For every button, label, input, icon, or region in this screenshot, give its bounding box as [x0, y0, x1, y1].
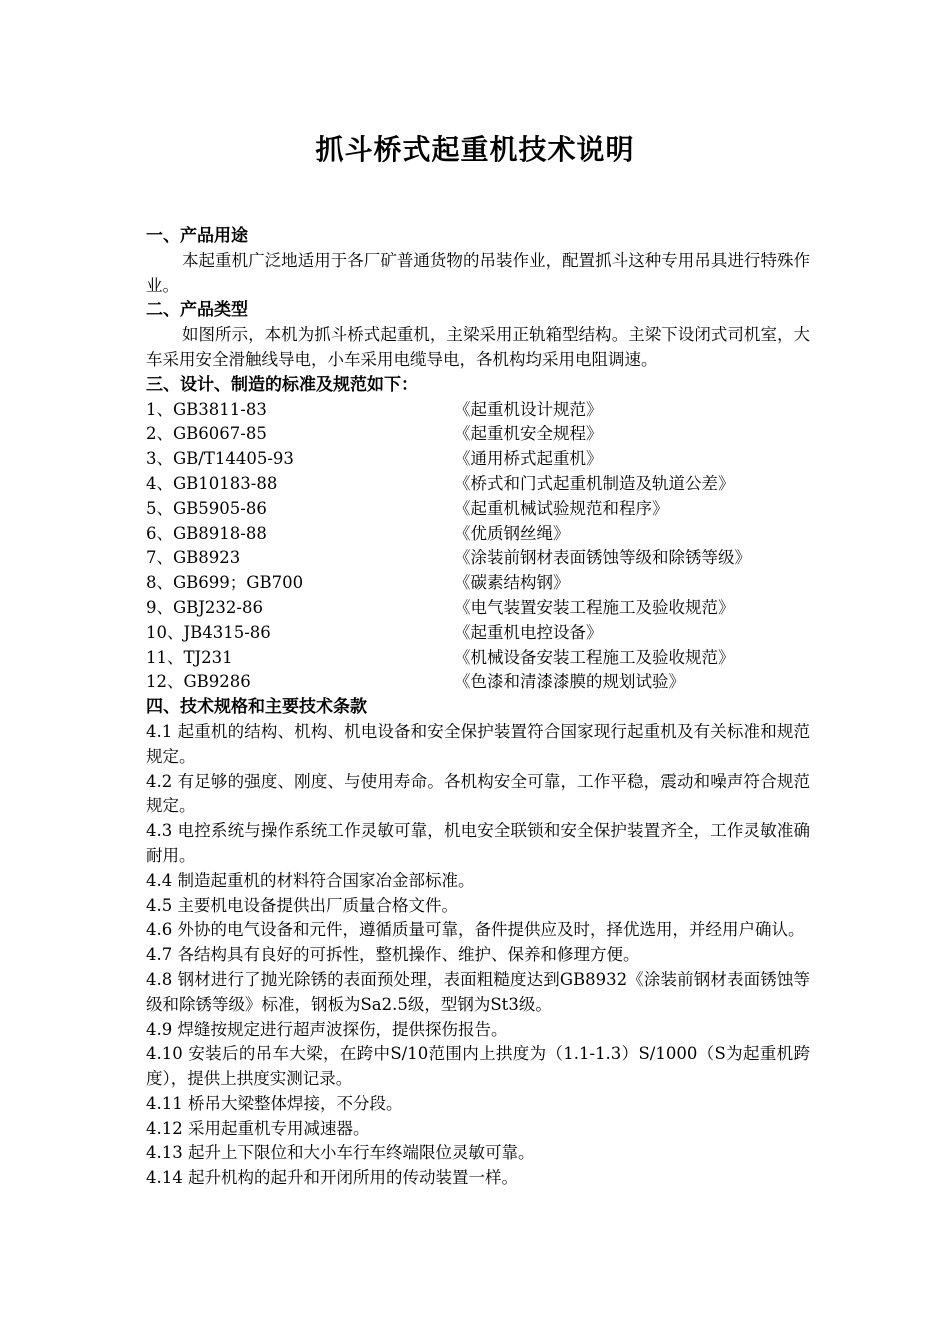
section-2-heading: 二、产品类型 — [146, 300, 248, 321]
standard-code: 7、GB8923 — [146, 548, 241, 568]
section-2-body: 如图所示，本机为抓斗桥式起重机，主梁采用正轨箱型结构。主梁下设闭式司机室，大车采用安全滑触线导电，小车采用电缆导电，各机构均采用电阻调速。 — [146, 325, 810, 369]
clause-item: 4.1 起重机的结构、机构、机电设备和安全保护装置符合国家现行起重机及有关标准和规范规定。 — [146, 721, 810, 766]
standard-code: 8、GB699；GB700 — [146, 573, 304, 593]
standard-name: 《起重机设计规范》 — [454, 399, 603, 419]
section-3-heading: 三、设计、制造的标准及规范如下： — [146, 374, 418, 395]
standard-name: 《起重机电控设备》 — [454, 622, 603, 642]
standard-code: 11、TJ231 — [146, 647, 233, 667]
document-body — [146, 224, 810, 1191]
standard-code: 12、GB9286 — [146, 672, 251, 692]
clause-item: 4.14 起升机构的起升和开闭所用的传动装置一样。 — [146, 1168, 518, 1188]
clause-item: 4.8 钢材进行了抛光除锈的表面预处理，表面粗糙度达到GB8932《涂装前钢材表面锈蚀等级和除锈等级》标准，钢板为Sa2.5级，型钢为St3级。 — [146, 969, 810, 1014]
clause-item: 4.6 外协的电气设备和元件，遵循质量可靠，备件提供应及时，择优选用，并经用户确认。 — [146, 920, 805, 940]
standard-row — [146, 546, 810, 571]
clause-item: 4.13 起升上下限位和大小车行车终端限位灵敏可靠。 — [146, 1143, 535, 1163]
standard-row — [146, 596, 810, 621]
standard-name: 《机械设备安装工程施工及验收规范》 — [454, 647, 735, 667]
standard-name: 《起重机械试验规范和程序》 — [454, 498, 669, 518]
clause-item: 4.7 各结构具有良好的可拆性，整机操作、维护、保养和修理方便。 — [146, 945, 640, 965]
standard-code: 3、GB/T14405-93 — [146, 449, 294, 469]
clause-item: 4.3 电控系统与操作系统工作灵敏可靠，机电安全联锁和安全保护装置齐全，工作灵敏准确耐用。 — [146, 821, 810, 865]
clause-item: 4.12 采用起重机专用减速器。 — [146, 1118, 370, 1138]
clause-item: 4.9 焊缝按规定进行超声波探伤，提供探伤报告。 — [146, 1019, 508, 1039]
standard-name: 《电气装置安装工程施工及验收规范》 — [454, 597, 735, 617]
standard-row — [146, 646, 810, 671]
section-1-body: 本起重机广泛地适用于各厂矿普通货物的吊装作业，配置抓斗这种专用吊具进行特殊作业。 — [146, 250, 810, 295]
standard-row — [146, 522, 810, 547]
clause-item: 4.2 有足够的强度、刚度、与使用寿命。各机构安全可靠，工作平稳，震动和噪声符合规范规定。 — [146, 771, 810, 816]
standard-code: 1、GB3811-83 — [146, 399, 267, 419]
standard-code: 2、GB6067-85 — [146, 424, 267, 444]
standard-name: 《优质钢丝绳》 — [454, 523, 570, 543]
standard-row — [146, 571, 810, 596]
standard-row — [146, 447, 810, 472]
standard-row — [146, 670, 810, 695]
clause-item: 4.11 桥吊大梁整体焊接，不分段。 — [146, 1093, 403, 1113]
section-1-heading: 一、产品用途 — [146, 226, 248, 246]
standard-row — [146, 621, 810, 646]
standards-list — [146, 398, 810, 696]
standard-code: 10、JB4315-86 — [146, 622, 271, 642]
standard-row — [146, 398, 810, 423]
clause-item: 4.5 主要机电设备提供出厂质量合格文件。 — [146, 895, 458, 915]
standard-name: 《色漆和清漆漆膜的规划试验》 — [454, 672, 685, 692]
standard-code: 6、GB8918-88 — [146, 523, 267, 543]
clause-item: 4.4 制造起重机的材料符合国家冶金部标准。 — [146, 870, 475, 890]
document-title: 抓斗桥式起重机技术说明 — [315, 133, 635, 166]
standard-name: 《涂装前钢材表面锈蚀等级和除锈等级》 — [454, 548, 751, 568]
clause-item: 4.10 安装后的吊车大梁，在跨中S/10范围内上拱度为（1.1-1.3）S/1000（S为起重机跨度），提供上拱度实测记录。 — [146, 1044, 810, 1089]
clauses-list — [146, 720, 810, 1191]
standard-code: 9、GBJ232-86 — [146, 597, 263, 617]
standard-name: 《通用桥式起重机》 — [454, 449, 603, 469]
standard-name: 《桥式和门式起重机制造及轨道公差》 — [454, 473, 735, 493]
standard-name: 《起重机安全规程》 — [454, 424, 603, 444]
standard-name: 《碳素结构钢》 — [454, 573, 570, 593]
standard-row — [146, 497, 810, 522]
standard-row — [146, 422, 810, 447]
standard-code: 5、GB5905-86 — [146, 498, 267, 518]
section-4-heading: 四、技术规格和主要技术条款 — [146, 697, 367, 718]
standard-code: 4、GB10183-88 — [146, 473, 278, 493]
standard-row — [146, 472, 810, 497]
